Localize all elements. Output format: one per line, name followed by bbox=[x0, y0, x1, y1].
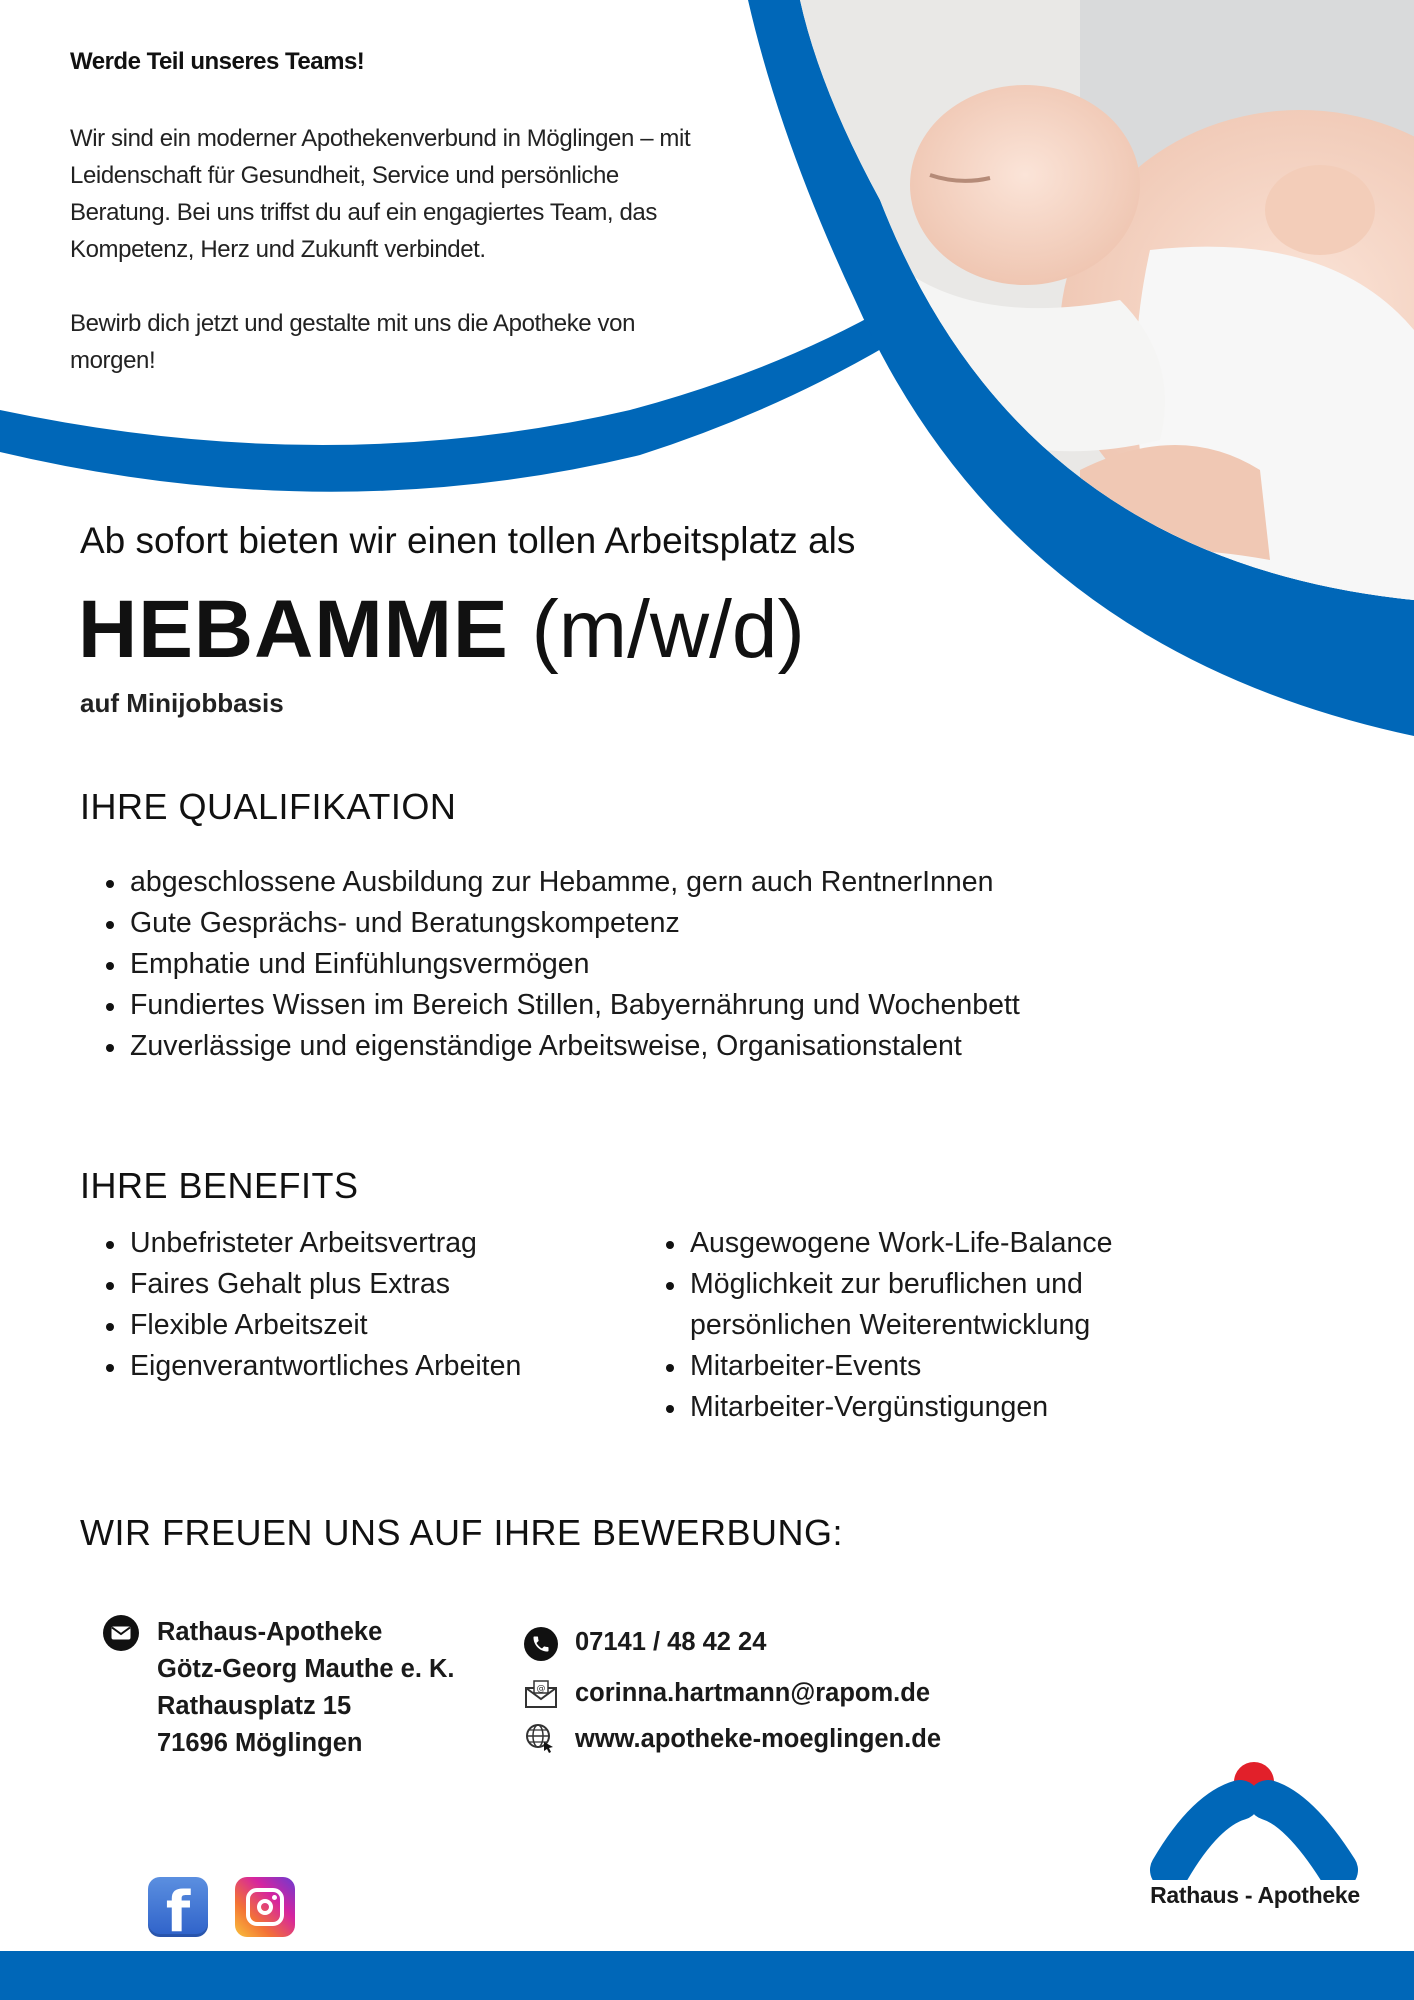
logo-left-arc bbox=[1170, 1800, 1240, 1870]
logo-right-arc bbox=[1268, 1800, 1338, 1870]
intro-paragraph-2 bbox=[70, 305, 760, 379]
instagram-icon[interactable] bbox=[235, 1877, 295, 1937]
instagram-camera-glyph bbox=[246, 1888, 284, 1926]
list-item: Eigenverantwortliches Arbeiten bbox=[100, 1346, 640, 1387]
job-title-main: HEBAMME bbox=[78, 584, 509, 675]
facebook-glyph: f bbox=[165, 1880, 191, 1945]
email-link[interactable]: corinna.hartmann@rapom.de bbox=[575, 1679, 931, 1707]
intro-line: Beratung. Bei uns triffst du auf ein engagiertes Team, das bbox=[70, 199, 657, 226]
qualification-heading: IHRE QUALIFIKATION bbox=[80, 786, 457, 827]
list-item: Zuverlässige und eigenständige Arbeitsweise, Organisationstalent bbox=[100, 1026, 1020, 1067]
offer-lead: Ab sofort bieten wir einen tollen Arbeitsplatz als bbox=[80, 520, 856, 561]
pharmacy-logo bbox=[1150, 1760, 1370, 1880]
list-item: Emphatie und Einfühlungsvermögen bbox=[100, 944, 1020, 985]
benefits-list-left bbox=[100, 1223, 640, 1387]
phone-icon bbox=[524, 1627, 558, 1661]
benefits-list-right bbox=[660, 1223, 1200, 1428]
list-item: Flexible Arbeitszeit bbox=[100, 1305, 640, 1346]
globe-icon bbox=[524, 1722, 556, 1759]
list-item: Möglichkeit zur beruflichen und persönlichen Weiterentwicklung bbox=[660, 1264, 1210, 1346]
job-title-suffix: (m/w/d) bbox=[531, 584, 805, 675]
benefits-heading: IHRE BENEFITS bbox=[80, 1165, 359, 1206]
job-title bbox=[78, 582, 805, 678]
address-city: 71696 Möglingen bbox=[157, 1729, 363, 1757]
intro-line: morgen! bbox=[70, 347, 156, 374]
mail-icon bbox=[103, 1615, 139, 1651]
footer-bar bbox=[0, 1951, 1414, 2000]
intro-line: Leidenschaft für Gesundheit, Service und persönliche bbox=[70, 162, 619, 189]
svg-text:@: @ bbox=[536, 1684, 546, 1694]
list-item: Mitarbeiter-Events bbox=[660, 1346, 1200, 1387]
address-name: Rathaus-Apotheke bbox=[157, 1618, 383, 1646]
list-item: Unbefristeter Arbeitsvertrag bbox=[100, 1223, 640, 1264]
list-item: abgeschlossene Ausbildung zur Hebamme, gern auch RentnerInnen bbox=[100, 862, 1020, 903]
list-item: Gute Gesprächs- und Beratungskompetenz bbox=[100, 903, 1020, 944]
intro-heading: Werde Teil unseres Teams! bbox=[70, 48, 365, 75]
intro-paragraph-1 bbox=[70, 120, 760, 268]
facebook-icon[interactable] bbox=[148, 1877, 208, 1945]
logo-label: Rathaus - Apotheke bbox=[1150, 1882, 1360, 1908]
list-item: Fundiertes Wissen im Bereich Stillen, Babyernährung und Wochenbett bbox=[100, 985, 1020, 1026]
list-item: Faires Gehalt plus Extras bbox=[100, 1264, 640, 1305]
website-link[interactable]: www.apotheke-moeglingen.de bbox=[575, 1725, 942, 1753]
address-street: Rathausplatz 15 bbox=[157, 1692, 352, 1720]
list-item: Mitarbeiter-Vergünstigungen bbox=[660, 1387, 1200, 1428]
intro-line: Bewirb dich jetzt und gestalte mit uns die Apotheke von bbox=[70, 310, 636, 337]
intro-line: Wir sind ein moderner Apothekenverbund in Möglingen – mit bbox=[70, 125, 691, 152]
envelope-icon bbox=[524, 1679, 558, 1714]
intro-line: Kompetenz, Herz und Zukunft verbindet. bbox=[70, 236, 486, 263]
application-heading: WIR FREUEN UNS AUF IHRE BEWERBUNG: bbox=[80, 1512, 844, 1553]
qualification-list bbox=[100, 862, 1020, 1067]
phone-number[interactable]: 07141 / 48 42 24 bbox=[575, 1628, 767, 1656]
list-item: Ausgewogene Work-Life-Balance bbox=[660, 1223, 1200, 1264]
address-owner: Götz-Georg Mauthe e. K. bbox=[157, 1655, 455, 1683]
job-subtitle: auf Minijobbasis bbox=[80, 688, 284, 718]
